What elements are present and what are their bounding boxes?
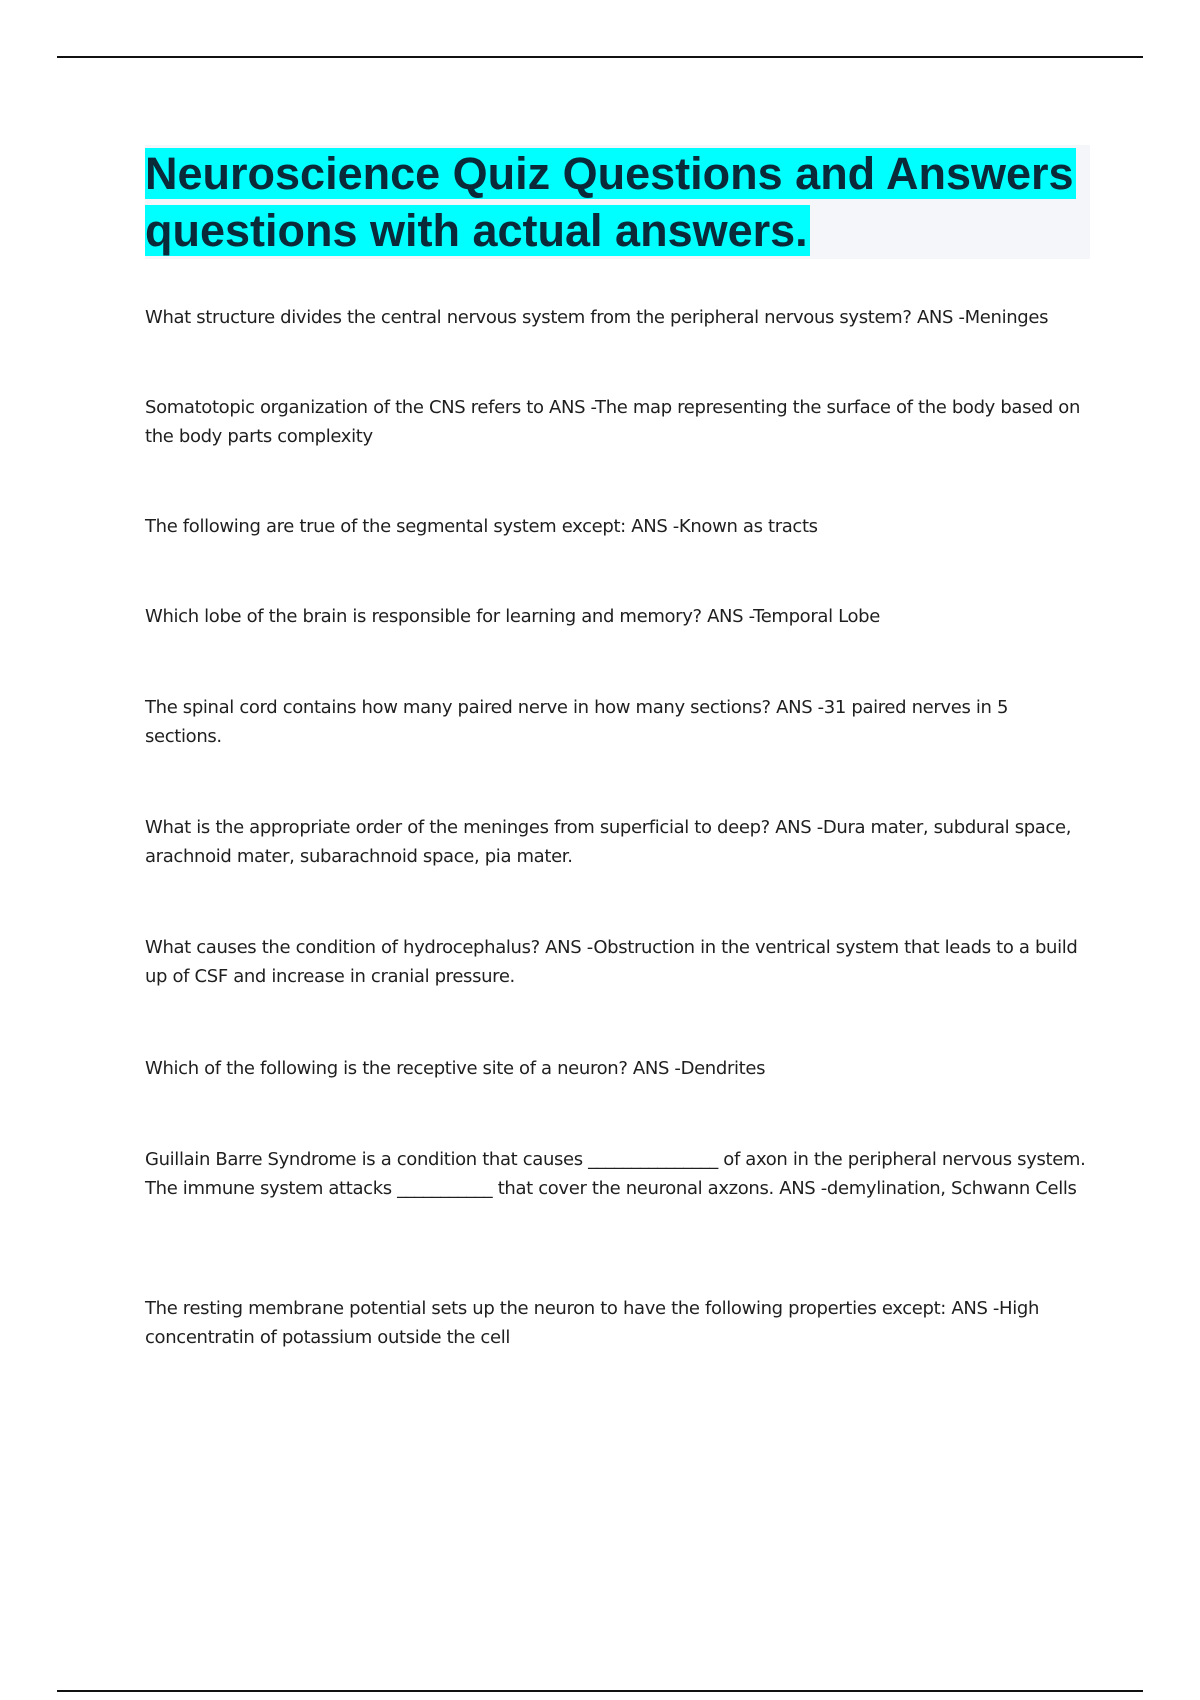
qa-item: Guillain Barre Syndrome is a condition that causes _______________ of axon in the peripheral nervous system. The immune system attacks ___________ that cover the neuronal axzons. ANS -demylination, Schwann Cells	[145, 1149, 1086, 1199]
document-title	[145, 145, 1090, 259]
qa-item: What is the appropriate order of the meninges from superficial to deep? ANS -Dura mater, subdural space, arachnoid mater, subarachnoid space, pia mater.	[145, 817, 1072, 867]
qa-item: Which of the following is the receptive site of a neuron? ANS -Dendrites	[145, 1058, 766, 1079]
qa-item: What structure divides the central nervous system from the peripheral nervous system? ANS -Meninges	[145, 307, 1049, 328]
title-block	[145, 145, 1090, 259]
qa-item: Somatotopic organization of the CNS refers to ANS -The map representing the surface of the body based on the body parts complexity	[145, 397, 1081, 447]
qa-item: What causes the condition of hydrocephalus? ANS -Obstruction in the ventrical system that leads to a build up of CSF and increase in cranial pressure.	[145, 937, 1078, 987]
title-highlight: Neuroscience Quiz Questions and Answers questions with actual answers.	[145, 148, 1074, 256]
qa-item: The spinal cord contains how many paired nerve in how many sections? ANS -31 paired nerves in 5 sections.	[145, 697, 1009, 747]
header-rule	[57, 56, 1143, 58]
qa-item: The following are true of the segmental system except: ANS -Known as tracts	[145, 516, 818, 537]
footer-rule	[57, 1690, 1143, 1692]
qa-item: Which lobe of the brain is responsible for learning and memory? ANS -Temporal Lobe	[145, 606, 880, 627]
qa-item: The resting membrane potential sets up the neuron to have the following properties except: ANS -High concentratin of potassium outside the cell	[145, 1298, 1040, 1348]
